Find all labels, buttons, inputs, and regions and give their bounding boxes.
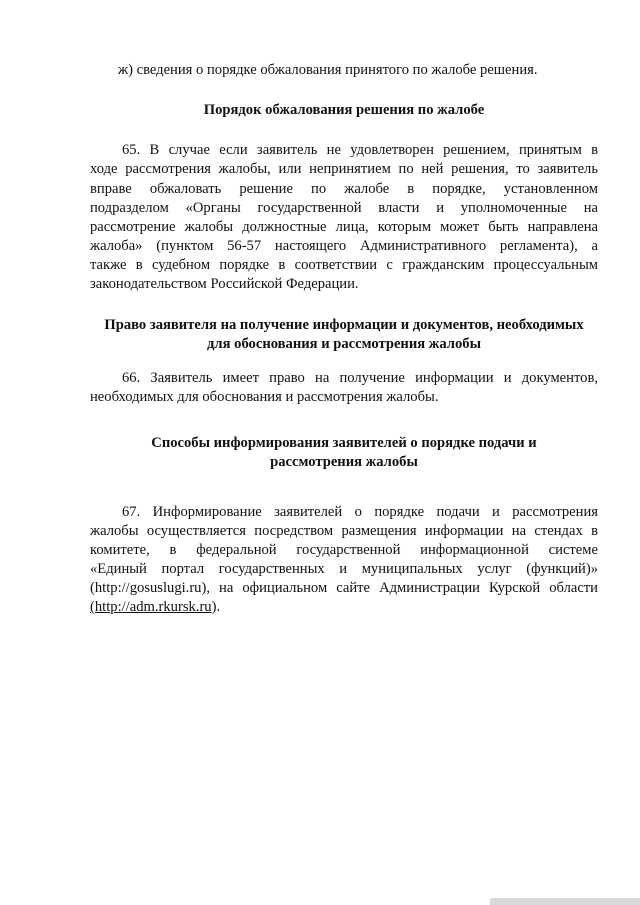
heading-informing-methods-line-2: рассмотрения жалобы [270, 454, 418, 470]
paragraph-line: ходе рассмотрения жалобы, или непринятием по ней решения, то заявитель [90, 161, 598, 177]
paragraph-end: ). [211, 599, 221, 615]
paragraph-line: жалобы осуществляется посредством размещения информации на стендах в [90, 523, 598, 539]
paragraph-line: 66. Заявитель имеет право на получение информации и документов, [122, 370, 598, 386]
paragraph-line: 65. В случае если заявитель не удовлетворен решением, принятым в [122, 142, 598, 158]
paragraph-line: комитете, в федеральной государственной информационной системе [90, 542, 598, 558]
paragraph-line: 67. Информирование заявителей о порядке подачи и рассмотрения [122, 504, 598, 520]
paragraph-line: подразделом «Органы государственной власти и уполномоченные на [90, 200, 598, 216]
website-link[interactable]: (http://adm.rkursk.ru [90, 599, 212, 615]
paragraph-line: также в судебном порядке в соответствии с гражданским процессуальным [90, 257, 598, 273]
paragraph-line-last [90, 598, 220, 617]
paragraph-line: необходимых для обоснования и рассмотрения жалобы. [90, 389, 439, 405]
heading-right-to-information: Право заявителя на получение информации и документов, необходимых [104, 317, 584, 333]
item-zh: ж) сведения о порядке обжалования принятого по жалобе решения. [118, 62, 538, 78]
scan-edge-mark [490, 898, 640, 905]
heading-right-to-information-line-2: для обоснования и рассмотрения жалобы [207, 336, 481, 352]
heading-appeal-procedure: Порядок обжалования решения по жалобе [203, 102, 485, 118]
paragraph-line: вправе обжаловать решение по жалобе в порядке, установленном [90, 181, 598, 197]
paragraph-line: законодательством Российской Федерации. [90, 276, 359, 292]
heading-informing-methods: Способы информирования заявителей о порядке подачи и [151, 435, 537, 451]
paragraph-line: рассмотрение жалобы должностные лица, которым может быть направлена [90, 219, 598, 235]
paragraph-line: (http://gosuslugi.ru), на официальном сайте Администрации Курской области [90, 580, 598, 596]
paragraph-line: «Единый портал государственных и муниципальных услуг (функций)» [90, 561, 598, 577]
paragraph-line: жалоба» (пунктом 56-57 настоящего Административного регламента), а [90, 238, 598, 254]
